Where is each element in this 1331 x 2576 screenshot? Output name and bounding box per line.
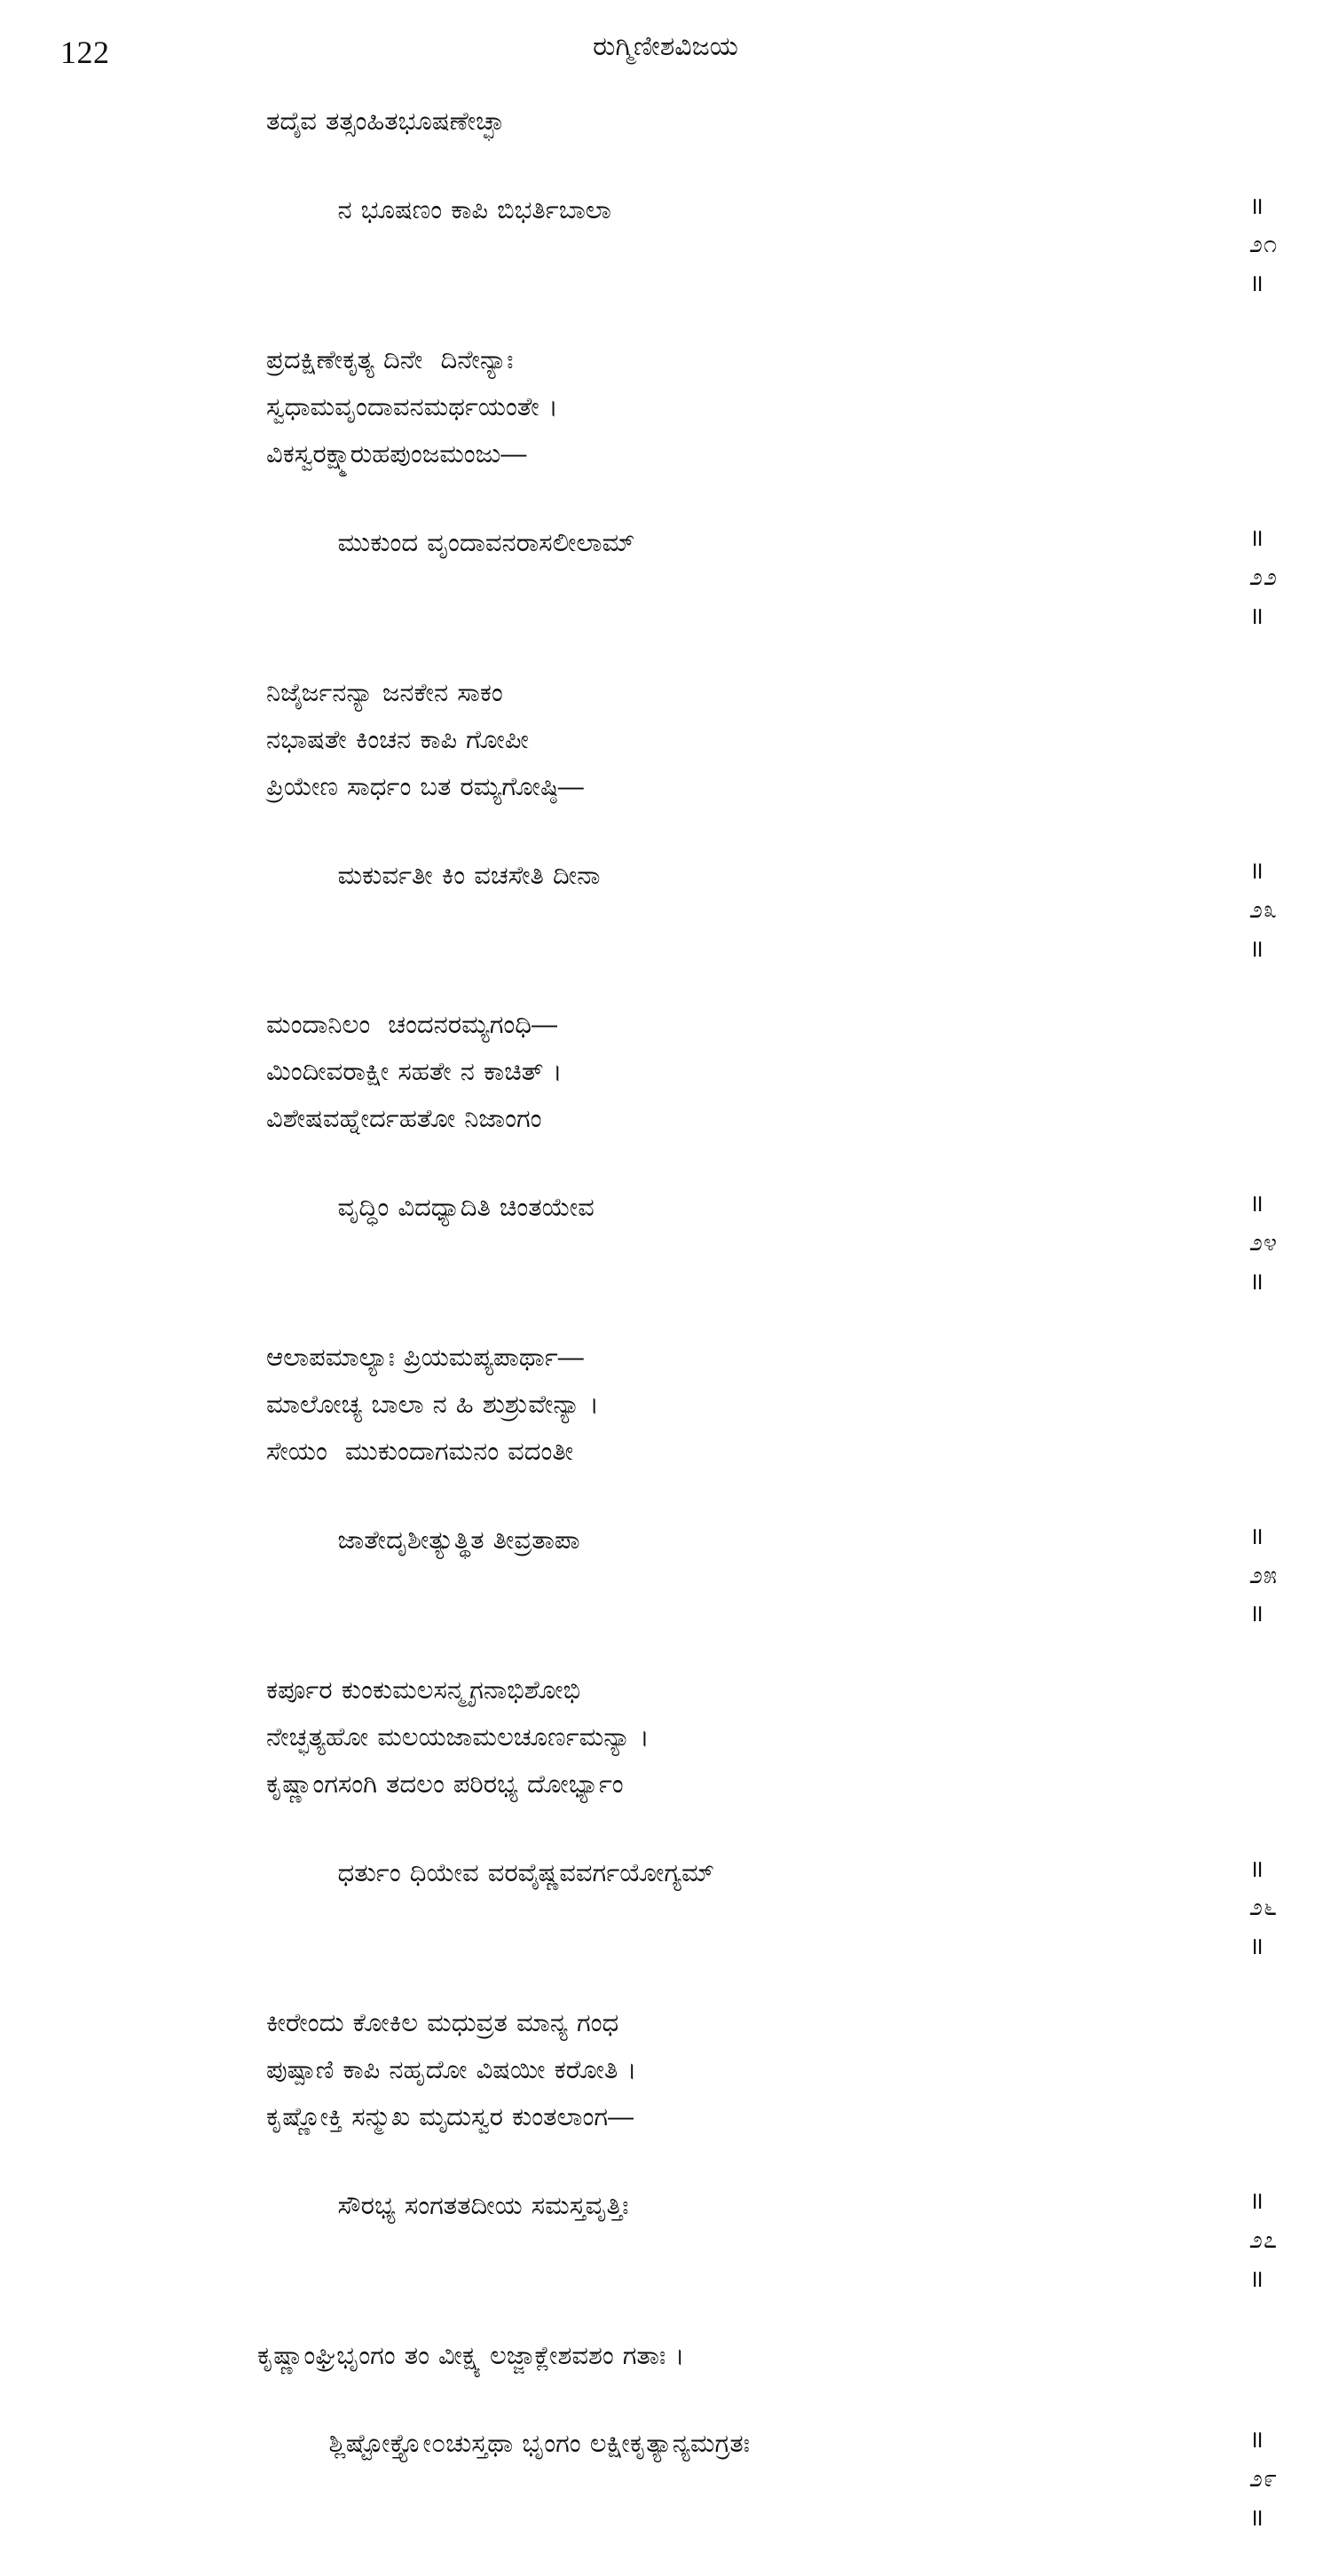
verse-line — [0, 2383, 1331, 2549]
verse-marker-right: ॥ — [1249, 935, 1264, 962]
verse-line-text: ಮುಕುಂದ ವೃಂದಾವನರಾಸಲೀಲಾಮ್ — [337, 529, 634, 557]
verse-marker-right: ॥ — [1249, 603, 1264, 629]
verse-marker-right: ॥ — [1249, 270, 1264, 296]
page-number: 122 — [60, 34, 110, 71]
verse-line: ವಿಶೇಷವಹ್ನೇರ್ದಹತೋ ನಿಜಾಂಗಂ — [0, 1099, 1331, 1140]
verse-block — [0, 340, 1331, 648]
verse-line — [0, 148, 1331, 315]
verse-line-text: ಸೌರಭ್ಯ ಸಂಗತತದೀಯ ಸಮಸ್ತವೃತ್ತಿಃ — [337, 2192, 628, 2220]
verse-line: ಮಾಲೋಚ್ಯ ಬಾಲಾ ನ ಹಿ ಶುಶ್ರುವೇನ್ಯಾ । — [0, 1384, 1331, 1426]
verse-block — [0, 1337, 1331, 1645]
running-title: ರುಗ್ಮಿಣೀಶವಿಜಯ — [0, 32, 1331, 62]
verse-line — [0, 481, 1331, 648]
verse-number — [1156, 481, 1278, 675]
verse-line: ಕೃಷ್ಣೋಕ್ತಿ ಸನ್ಮುಖ ಮೃದುಸ್ವರ ಕುಂತಲಾಂಗ— — [0, 2097, 1331, 2139]
verse-block — [0, 101, 1331, 315]
verse-number — [1156, 148, 1278, 343]
verse-line-text: ವೃದ್ಧಿಂ ವಿದಧ್ಯಾದಿತಿ ಚಿಂತಯೇವ — [337, 1193, 594, 1222]
verse-line: ಕೃಷ್ಣಾಂಗಸಂಗಿ ತದಲಂ ಪರಿರಭ್ಯ ದೋರ್ಭ್ಯಾಂ — [0, 1764, 1331, 1806]
verse-block — [0, 2336, 1331, 2549]
verse-marker-right: ॥ — [1249, 1933, 1264, 1959]
verse-block — [0, 1004, 1331, 1312]
verse-marker-left: ॥ — [1249, 1523, 1264, 1549]
verse-marker-left: ॥ — [1249, 193, 1264, 219]
verse-line — [0, 1478, 1331, 1645]
verse-line: ಪುಷ್ಪಾಣಿ ಕಾಪಿ ನಹೃದೋ ವಿಷಯೀ ಕರೋತಿ । — [0, 2050, 1331, 2092]
verse-marker-right: ॥ — [1249, 1600, 1264, 1627]
verse-block — [0, 673, 1331, 981]
verse-body — [0, 82, 1331, 2548]
verse-number — [1156, 2144, 1278, 2338]
verse-line: ನಿಜೈರ್ಜನನ್ಯಾ ಜನಕೇನ ಸಾಕಂ — [0, 673, 1331, 714]
verse-line: ಪ್ರಿಯೇಣ ಸಾರ್ಧಂ ಬತ ರಮ್ಯಗೋಷ್ಠಿ— — [0, 767, 1331, 808]
verse-line-text: ಜಾತೇದೃಶೀತ್ಯುತ್ಥಿತ ತೀವ್ರತಾಪಾ — [337, 1526, 579, 1555]
verse-line: ಮಿಂದೀವರಾಕ್ಷೀ ಸಹತೇ ನ ಕಾಚಿತ್ । — [0, 1052, 1331, 1093]
verse-marker-left: ॥ — [1249, 857, 1264, 884]
verse-line — [0, 1146, 1331, 1312]
verse-number-value: ೨೫ — [1249, 1562, 1278, 1588]
verse-number — [1156, 1811, 1278, 2005]
verse-line: ಕೃಷ್ಣಾಂಘ್ರಿಭೃಂಗಂ ತಂ ವೀಕ್ಷ್ಯ ಲಜ್ಜಾಕ್ಲೇಶವಶಂ ಗತಾಃ । — [0, 2336, 1331, 2377]
verse-number-value: ೨೧ — [1249, 231, 1278, 257]
verse-line-text: ಧರ್ತುಂ ಧಿಯೇವ ವರವೈಷ್ಣವವರ್ಗಯೋಗ್ಯಮ್ — [337, 1859, 714, 1887]
verse-line: ಆಲಾಪಮಾಲ್ಯಾಃ ಪ್ರಿಯಮಪ್ಯಪಾರ್ಥಾ— — [0, 1337, 1331, 1379]
verse-marker-left: ॥ — [1249, 1190, 1264, 1217]
verse-line — [0, 1811, 1331, 1978]
verse-marker-right: ॥ — [1249, 2504, 1264, 2531]
verse-line — [0, 2144, 1331, 2311]
verse-line: ಕರ್ಪೂರ ಕುಂಕುಮಲಸನ್ಮೃಗನಾಭಿಶೋಭಿ — [0, 1670, 1331, 1712]
verse-marker-right: ॥ — [1249, 2265, 1264, 2292]
verse-line: ಕೀರೇಂದು ಕೋಕಿಲ ಮಧುವ್ರತ ಮಾನ್ಯ ಗಂಧ — [0, 2003, 1331, 2044]
verse-number-value: ೨೪ — [1249, 1229, 1278, 1256]
verse-line-text: ಶ್ಲಿಷ್ಟೋಕ್ತ್ಯೋ೦ಚುಸ್ತಥಾ ಭೃಂಗಂ ಲಕ್ಷೀಕೃತ್ಯಾನ್ಯಮಗ್ರತಃ — [328, 2430, 750, 2458]
verse-marker-left: ॥ — [1249, 524, 1264, 551]
verse-number — [1156, 1146, 1278, 1340]
verse-number — [1156, 814, 1278, 1008]
verse-line-text: ಮಕುರ್ವತೀ ಕಿಂ ವಚಸೇತಿ ದೀನಾ — [337, 862, 600, 890]
verse-number-value: ೨೭ — [1249, 2226, 1278, 2253]
verse-line: ವಿಕಸ್ವರಕ್ಷ್ಮಾರುಹಪುಂಜಮಂಜು— — [0, 434, 1331, 476]
verse-block — [0, 2003, 1331, 2311]
verse-line: ಸ್ವಧಾಮವೃಂದಾವನಮರ್ಥಯಂತೇ । — [0, 387, 1331, 429]
verse-number-value: ೨೯ — [1249, 2465, 1278, 2492]
verse-marker-left: ॥ — [1249, 2187, 1264, 2214]
verse-line: ನೇಚ್ಛತ್ಯಹೋ ಮಲಯಜಾಮಲಚೂರ್ಣಮನ್ಯಾ । — [0, 1717, 1331, 1759]
page-header — [0, 0, 1331, 82]
verse-line: ನಭಾಷತೇ ಕಿಂಚನ ಕಾಪಿ ಗೋಪೀ — [0, 720, 1331, 761]
verse-line — [0, 814, 1331, 981]
verse-marker-left: ॥ — [1249, 1855, 1264, 1882]
verse-number — [1156, 2383, 1278, 2576]
verse-block — [0, 1670, 1331, 1978]
verse-line: ಪ್ರದಕ್ಷಿಣೇಕೃತ್ಯ ದಿನೇ ದಿನೇನ್ಯಾಃ — [0, 340, 1331, 382]
verse-marker-right: ॥ — [1249, 1268, 1264, 1295]
verse-number-value: ೨೩ — [1249, 896, 1278, 923]
verse-line: ತದೈವ ತತ್ಸಂಹಿತಭೂಷಣೇಚ್ಛಾ — [0, 101, 1331, 143]
verse-number-value: ೨೨ — [1249, 563, 1278, 590]
verse-number — [1156, 1478, 1278, 1673]
verse-number-value: ೨೬ — [1249, 1894, 1278, 1920]
verse-line-text: ನ ಭೂಷಣಂ ಕಾಪಿ ಬಿಭರ್ತಿಬಾಲಾ — [337, 196, 610, 225]
verse-line: ಸೇಯಂ ಮುಕುಂದಾಗಮನಂ ವದಂತೀ — [0, 1431, 1331, 1473]
verse-marker-left: ॥ — [1249, 2426, 1264, 2453]
verse-line: ಮಂದಾನಿಲಂ ಚಂದನರಮ್ಯಗಂಧಿ— — [0, 1004, 1331, 1046]
